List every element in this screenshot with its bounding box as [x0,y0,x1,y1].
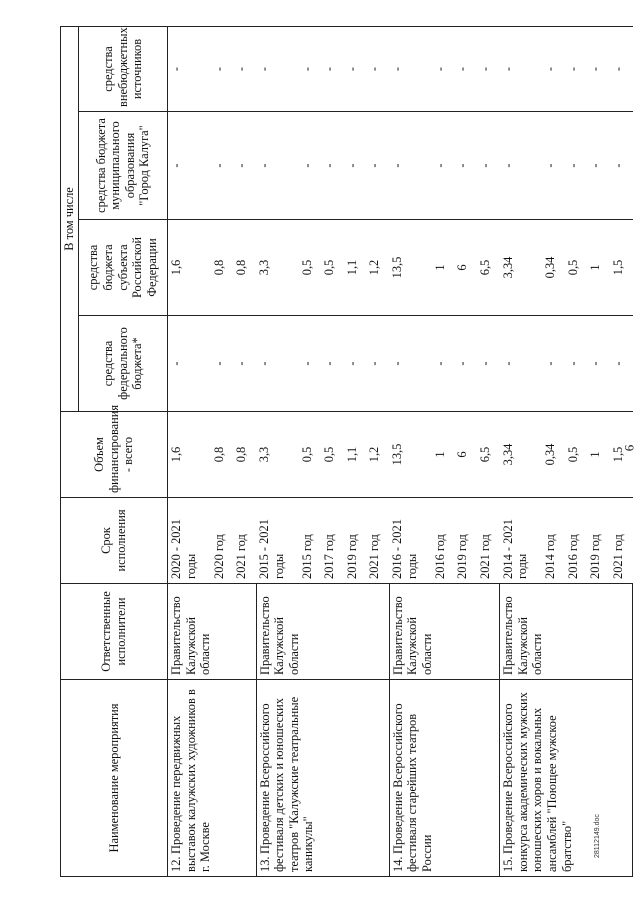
municipal-cell: - [500,112,543,220]
total-cell: 0,8 [233,412,256,498]
total-cell: 6 [454,412,477,498]
term-cell: 2016 год [432,498,455,584]
federal-cell: - [389,316,432,412]
measure-name: Проведение передвижных выставок калужских художников в г. Москве [169,689,213,872]
measure-number: 14. [390,856,405,872]
municipal-cell: - [168,112,211,220]
extra-cell: - [344,27,367,112]
term-cell: 2020 - 2021 годы [168,498,211,584]
municipal-cell: - [344,112,367,220]
term-cell: 2016 год [565,498,588,584]
measure-name-cell [500,680,633,877]
federal-cell: - [168,316,211,412]
total-cell: 1,5 [610,412,633,498]
term-cell: 2021 год [233,498,256,584]
extra-cell: - [454,27,477,112]
extra-cell: - [168,27,211,112]
regional-cell: 0,5 [299,220,322,316]
regional-cell: 0,5 [321,220,344,316]
extra-cell: - [610,27,633,112]
page-number: 6 [621,444,637,452]
header-municipal: средства бюджета муниципального образования "Город Калуга" [78,112,167,220]
federal-cell: - [432,316,455,412]
federal-cell: - [610,316,633,412]
financing-table [60,26,633,877]
municipal-cell: - [321,112,344,220]
term-cell: 2014 год [542,498,565,584]
term-cell: 2015 год [299,498,322,584]
regional-cell: 6 [454,220,477,316]
measure-number: 15. [501,856,516,872]
measure-number: 12. [169,856,183,872]
table-row [168,27,211,877]
total-cell: 6,5 [477,412,500,498]
regional-cell: 0,8 [211,220,234,316]
term-cell: 2016 - 2021 годы [389,498,432,584]
total-cell: 0,8 [211,412,234,498]
extra-cell: - [587,27,610,112]
municipal-cell: - [256,112,299,220]
extra-cell: - [432,27,455,112]
measure-name-cell [389,680,499,877]
measure-name: Проведение Всероссийского фестиваля старейших театров России [390,703,434,872]
total-cell: 1,2 [366,412,389,498]
extra-cell: - [321,27,344,112]
header-regional: средства бюджета субъекта Российской Федерации [78,220,167,316]
municipal-cell: - [477,112,500,220]
municipal-cell: - [565,112,588,220]
federal-cell: - [587,316,610,412]
federal-cell: - [344,316,367,412]
header-term: Срок исполнения [61,498,168,584]
municipal-cell: - [389,112,432,220]
measure-name-cell [256,680,389,877]
extra-cell: - [256,27,299,112]
federal-cell: - [366,316,389,412]
extra-cell: - [389,27,432,112]
executor-cell: Правительство Калужской области [500,584,633,680]
regional-cell: 13,5 [389,220,432,316]
total-cell: 0,5 [299,412,322,498]
term-cell: 2019 год [344,498,367,584]
term-cell: 2015 - 2021 годы [256,498,299,584]
extra-cell: - [542,27,565,112]
measure-name-cell [168,680,257,877]
extra-cell: - [211,27,234,112]
extra-cell: - [565,27,588,112]
federal-cell: - [321,316,344,412]
executor-cell: Правительство Калужской области [256,584,389,680]
municipal-cell: - [299,112,322,220]
rotated-table-wrapper [60,27,626,877]
total-cell: 3,3 [256,412,299,498]
regional-cell: 0,5 [565,220,588,316]
total-cell: 1,6 [168,412,211,498]
term-cell: 2021 год [610,498,633,584]
header-executors: Ответственные исполнители [61,584,168,680]
total-cell: 0,5 [565,412,588,498]
file-reference: 28112149.doc [594,814,601,858]
total-cell: 13,5 [389,412,432,498]
total-cell: 1 [587,412,610,498]
header-federal: средства федерального бюджета* [78,316,167,412]
municipal-cell: - [587,112,610,220]
federal-cell: - [233,316,256,412]
table-body [168,27,633,877]
regional-cell: 0,8 [233,220,256,316]
municipal-cell: - [454,112,477,220]
regional-cell: 0,34 [542,220,565,316]
header-extra: средства внебюджетных источников [78,27,167,112]
federal-cell: - [542,316,565,412]
total-cell: 3,34 [500,412,543,498]
regional-cell: 6,5 [477,220,500,316]
federal-cell: - [299,316,322,412]
municipal-cell: - [610,112,633,220]
term-cell: 2021 год [366,498,389,584]
municipal-cell: - [366,112,389,220]
executor-cell: Правительство Калужской области [168,584,257,680]
table-row [500,27,543,877]
regional-cell: 1,2 [366,220,389,316]
extra-cell: - [477,27,500,112]
regional-cell: 1,5 [610,220,633,316]
regional-cell: 1 [587,220,610,316]
total-cell: 0,34 [542,412,565,498]
term-cell: 2017 год [321,498,344,584]
term-cell: 2019 год [454,498,477,584]
table-row [256,27,299,877]
total-cell: 1 [432,412,455,498]
term-cell: 2014 - 2021 годы [500,498,543,584]
executor-cell: Правительство Калужской области [389,584,499,680]
header-total: Объем финансирования - всего [61,412,168,498]
term-cell: 2019 год [587,498,610,584]
total-cell: 0,5 [321,412,344,498]
regional-cell: 1,6 [168,220,211,316]
regional-cell: 1,1 [344,220,367,316]
federal-cell: - [454,316,477,412]
extra-cell: - [299,27,322,112]
extra-cell: - [500,27,543,112]
regional-cell: 3,34 [500,220,543,316]
federal-cell: - [477,316,500,412]
header-row-1 [61,27,79,877]
federal-cell: - [565,316,588,412]
term-cell: 2020 год [211,498,234,584]
federal-cell: - [256,316,299,412]
regional-cell: 1 [432,220,455,316]
header-including: В том числе [61,27,79,412]
measure-name: Проведение Всероссийского фестиваля детских и юношеских театров "Калужские театральные каникулы" [257,696,316,872]
municipal-cell: - [432,112,455,220]
measure-number: 13. [257,856,272,872]
federal-cell: - [211,316,234,412]
term-cell: 2021 год [477,498,500,584]
measure-name: Проведение Всероссийского конкурса академических мужских юношеских хоров и вокальных ансамблей "Поющее мужское братство" [501,692,574,872]
municipal-cell: - [233,112,256,220]
header-name: Наименование мероприятия [61,680,168,877]
municipal-cell: - [211,112,234,220]
total-cell: 1,1 [344,412,367,498]
extra-cell: - [366,27,389,112]
regional-cell: 3,3 [256,220,299,316]
municipal-cell: - [542,112,565,220]
extra-cell: - [233,27,256,112]
table-row [389,27,432,877]
federal-cell: - [500,316,543,412]
